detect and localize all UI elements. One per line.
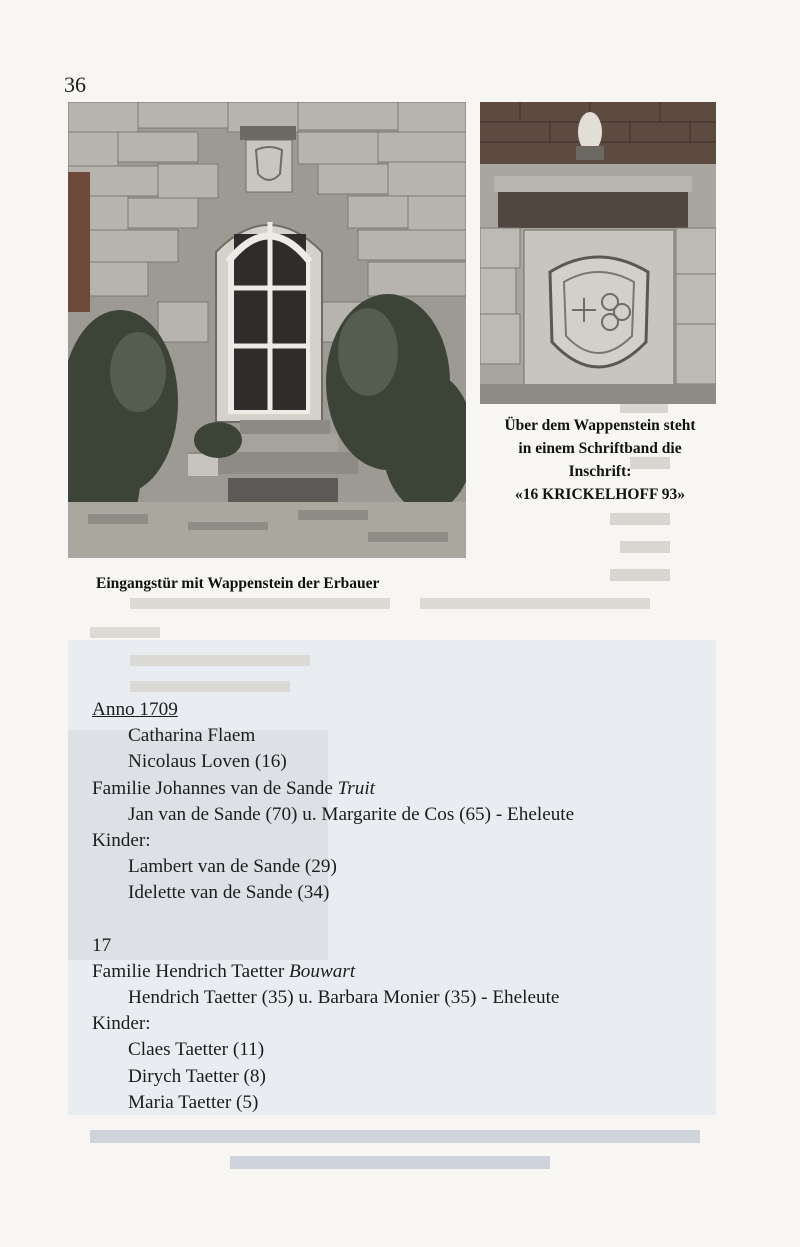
farm-name: Truit	[337, 777, 375, 799]
parents-entry: Hendrich Taetter (35) u. Barbara Monier (35) - Eheleute	[128, 987, 560, 1009]
right-photo-caption	[478, 414, 722, 506]
house-number: 17	[92, 934, 112, 956]
parents-entry: Jan van de Sande (70) u. Margarite de Cos (65) - Eheleute	[128, 803, 575, 825]
child-entry: Idelette van de Sande (34)	[128, 882, 330, 904]
child-entry: Maria Taetter (5)	[128, 1091, 259, 1113]
bleed-through-lines	[90, 595, 660, 695]
page-number: 36	[64, 72, 86, 97]
caption-line: Inschrift:	[568, 463, 632, 480]
person-entry: Catharina Flaem	[128, 725, 256, 747]
caption-line: in einem Schriftband die	[518, 440, 682, 457]
caption-line: «16 KRICKELHOFF 93»	[515, 486, 685, 503]
family-name: Familie Johannes van de Sande	[92, 777, 338, 799]
children-label: Kinder:	[92, 1013, 151, 1035]
children-label: Kinder:	[92, 830, 151, 852]
entrance-door-photo	[68, 102, 466, 558]
bleed-through-bottom-lines	[90, 1128, 700, 1174]
person-entry: Nicolaus Loven (16)	[128, 751, 287, 773]
left-photo-caption: Eingangstür mit Wappenstein der Erbauer	[96, 575, 380, 592]
family-heading	[92, 959, 574, 985]
household-list	[92, 697, 574, 1116]
farm-name: Bouwart	[289, 960, 356, 982]
coat-of-arms-photo	[480, 102, 716, 404]
child-entry: Lambert van de Sande (29)	[128, 856, 337, 878]
child-entry: Claes Taetter (11)	[128, 1039, 265, 1061]
family-name: Familie Hendrich Taetter	[92, 960, 290, 982]
child-entry: Dirych Taetter (8)	[128, 1065, 266, 1087]
year-heading: Anno 1709	[92, 699, 178, 720]
family-heading	[92, 776, 574, 802]
caption-line: Über dem Wappenstein steht	[504, 417, 696, 434]
